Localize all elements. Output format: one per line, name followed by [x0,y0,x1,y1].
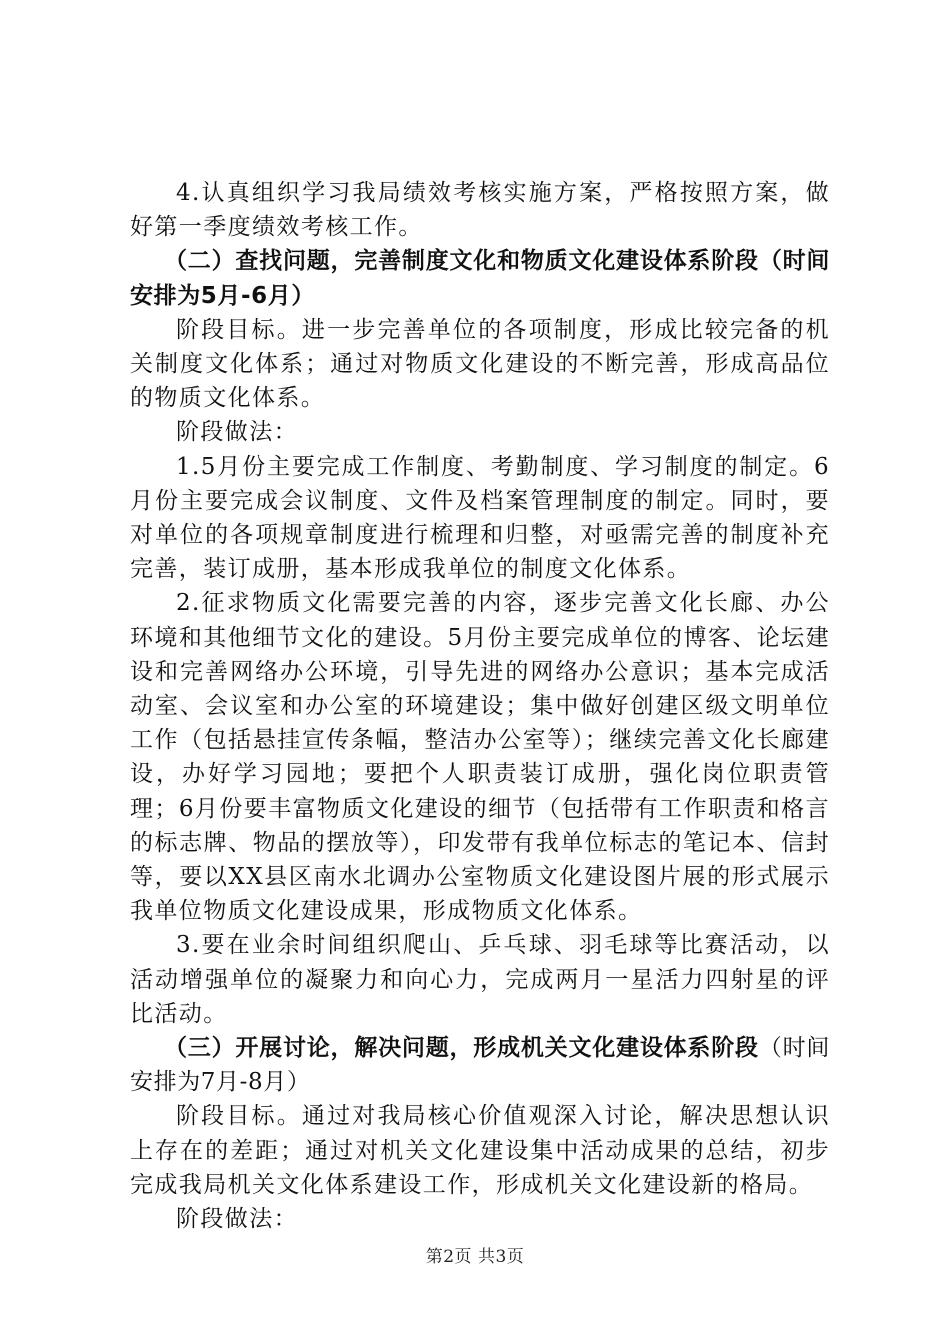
stage-method-label: 阶段做法： [176,1206,298,1233]
method-item-3: 3.要在业余时间组织爬山、乒乓球、羽毛球等比赛活动，以活动增强单位的凝聚力和向心力，完成两月一星活力四射星的评比活动。 [130,932,830,1027]
stage-method-label: 阶段做法： [176,419,298,446]
paragraph-item-4: 4.认真组织学习我局绩效考核实施方案，严格按照方案，做好第一季度绩效考核工作。 [130,180,830,241]
section-heading-time: （时间安排为7月-8月） [130,1035,830,1096]
method-item-2: 2.征求物质文化需要完善的内容，逐步完善文化长廊、办公环境和其他细节文化的建设。5月份主要完成单位的博客、论坛建设和完善网络办公环境，引导先进的网络办公意识；基本完成活动室、会议室和办公室的环境建设；集中做好创建区级文明单位工作（包括悬挂宣传条幅，整洁办公室等）；继续完善文化长廊建设，办好学习园地；要把个人职责装订成册，强化岗位职责管理；6月份要丰富物质文化建设的细节（包括带有工作职责和格言的标志牌、物品的摆放等），印发带有我单位标志的笔记本、信封等，要以XX县区南水北调办公室物质文化建设图片展的形式展示我单位物质文化建设成果，形成物质文化体系。 [130,590,830,925]
document-body [130,176,830,1236]
section-heading-2 [130,244,830,312]
page-footer: 第2页 共3页 [425,1247,525,1267]
method-item-1: 1.5月份主要完成工作制度、考勤制度、学习制度的制定。6月份主要完成会议制度、文件及档案管理制度的制定。同时，要对单位的各项规章制度进行梳理和归整，对亟需完善的制度补充完善，装订成册，基本形成我单位的制度文化体系。 [130,453,830,583]
stage-goal-paragraph: 阶段目标。进一步完善单位的各项制度，形成比较完备的机关制度文化体系；通过对物质文化建设的不断完善，形成高品位的物质文化体系。 [130,316,830,412]
section-heading-title: （三）开展讨论，解决问题，形成机关文化建设体系阶段 [164,1035,759,1062]
stage-goal-paragraph: 阶段目标。通过对我局核心价值观深入讨论，解决思想认识上存在的差距；通过对机关文化建设集中活动成果的总结，初步完成我局机关文化体系建设工作，形成机关文化建设新的格局。 [130,1103,830,1198]
section-heading-3 [130,1031,830,1099]
section-heading-time: （时间安排为5月-6月） [130,248,830,309]
section-heading-title: （二）查找问题，完善制度文化和物质文化建设体系阶段 [164,248,759,275]
